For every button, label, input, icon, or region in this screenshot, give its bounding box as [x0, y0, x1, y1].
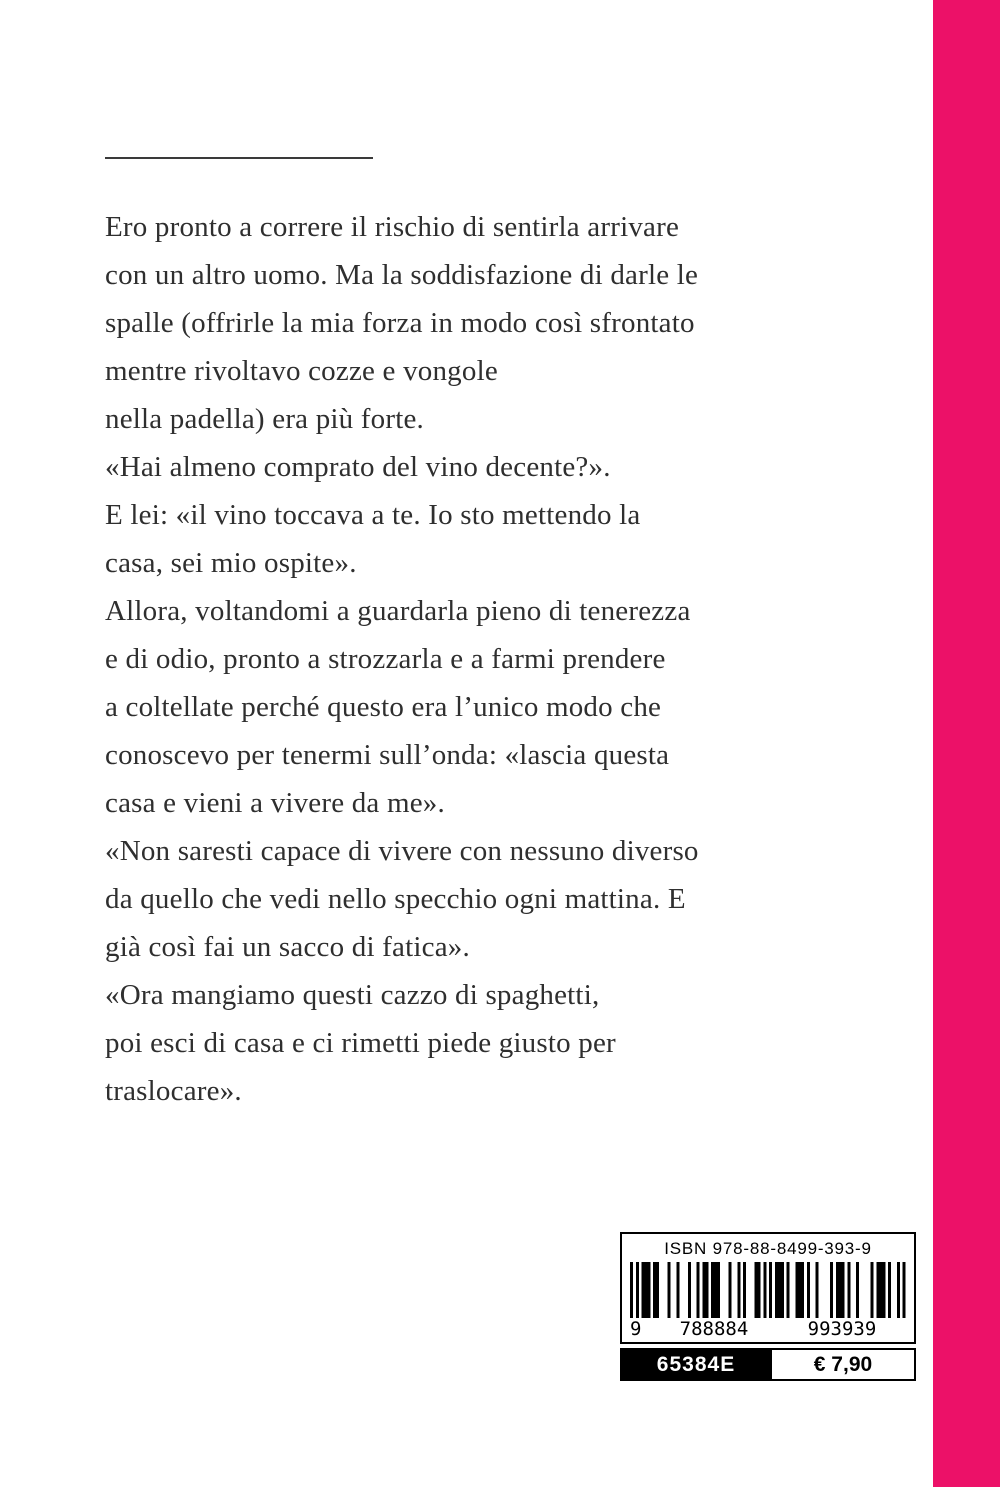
barcode-digits	[630, 1318, 906, 1340]
text-line: casa, sei mio ospite».	[105, 547, 357, 579]
text-line: «Non saresti capace di vivere con nessuno diverso	[105, 835, 699, 867]
text-line: nella padella) era più forte.	[105, 403, 424, 435]
text-line: spalle (offrirle la mia forza in modo così sfrontato	[105, 307, 695, 339]
barcode-digit-group1: 788884	[650, 1318, 778, 1340]
barcode-digit-lead: 9	[630, 1318, 650, 1340]
divider-rule	[105, 157, 373, 159]
price-label: € 7,90	[772, 1348, 916, 1381]
text-line: «Ora mangiamo questi cazzo di spaghetti,	[105, 979, 600, 1011]
text-line: «Hai almeno comprato del vino decente?».	[105, 451, 611, 483]
body-text	[105, 203, 850, 1115]
text-line: Allora, voltandomi a guardarla pieno di tenerezza	[105, 595, 691, 627]
accent-stripe	[933, 0, 1000, 1487]
text-line: Ero pronto a correre il rischio di sentirla arrivare	[105, 211, 680, 243]
price-row	[620, 1348, 916, 1381]
text-line: conoscevo per tenermi sull’onda: «lascia questa	[105, 739, 670, 771]
text-line: già così fai un sacco di fatica».	[105, 931, 470, 963]
text-line: poi esci di casa e ci rimetti piede giusto per	[105, 1027, 616, 1059]
text-line: mentre rivoltavo cozze e vongole	[105, 355, 498, 387]
barcode-panel	[620, 1232, 916, 1344]
text-line: e di odio, pronto a strozzarla e a farmi prendere	[105, 643, 666, 675]
text-line: da quello che vedi nello specchio ogni mattina. E	[105, 883, 686, 915]
barcode-digit-group2: 993939	[778, 1318, 906, 1340]
text-line: E lei: «il vino toccava a te. Io sto mettendo la	[105, 499, 641, 531]
text-line: a coltellate perché questo era l’unico modo che	[105, 691, 662, 723]
text-line: con un altro uomo. Ma la soddisfazione di darle le	[105, 259, 699, 291]
isbn-label: ISBN 978-88-8499-393-9	[664, 1239, 872, 1258]
product-code-badge: 65384E	[620, 1348, 772, 1381]
text-line: traslocare».	[105, 1075, 242, 1107]
text-line: casa e vieni a vivere da me».	[105, 787, 445, 819]
